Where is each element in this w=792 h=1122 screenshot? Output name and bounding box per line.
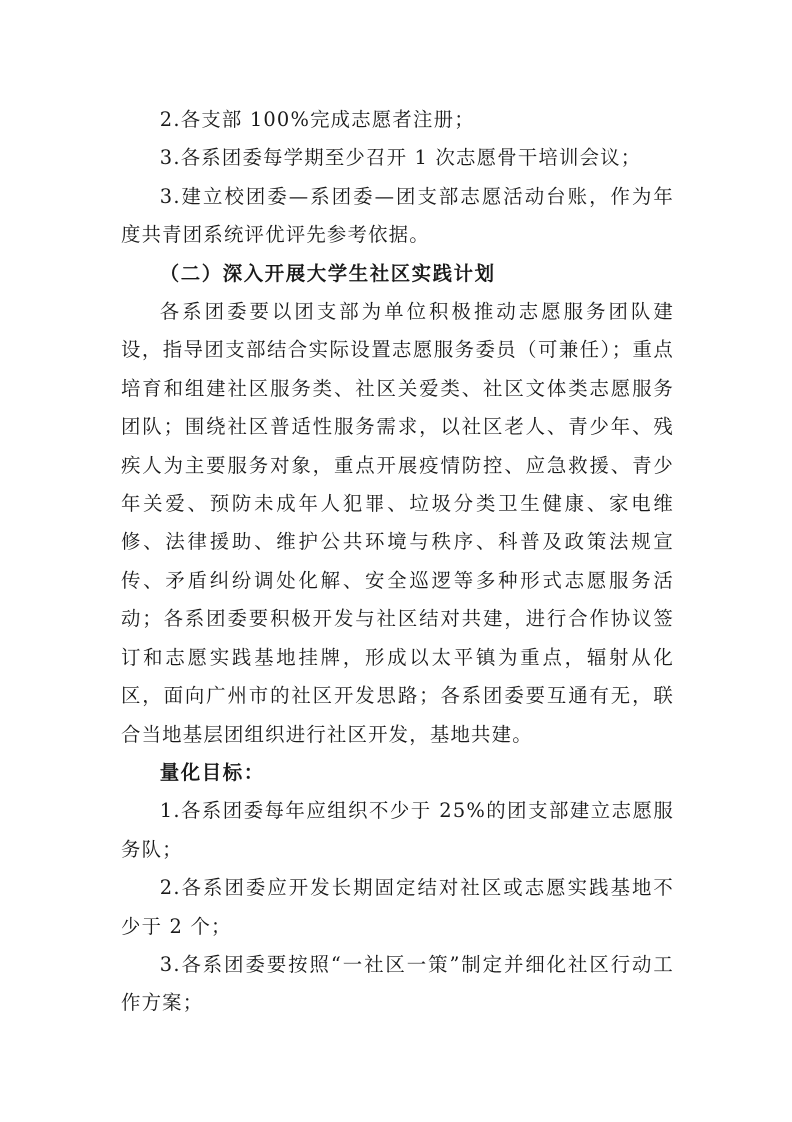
paragraph-goal-action-plan: 3.各系团委要按照“一社区一策”制定并细化社区行动工作方案； xyxy=(121,952,674,1015)
paragraph-activity-ledger: 3.建立校团委—系团委—团支部志愿活动台账，作为年度共青团系统评优评先参考依据。 xyxy=(121,184,674,247)
section-heading-community-practice: （二）深入开展大学生社区实践计划 xyxy=(159,261,496,285)
paragraph-training-meeting: 3.各系团委每学期至少召开 1 次志愿骨干培训会议； xyxy=(159,146,642,170)
paragraph-goal-service-teams: 1.各系团委每年应组织不少于 25%的团支部建立志愿服务队； xyxy=(121,799,674,861)
paragraph-goal-practice-bases: 2.各系团委应开发长期固定结对社区或志愿实践基地不少于 2 个； xyxy=(121,876,674,938)
subheading-quantified-goals: 量化目标： xyxy=(159,760,265,784)
paragraph-community-practice-body: 各系团委要以团支部为单位积极推动志愿服务团队建设，指导团支部结合实际设置志愿服务委员（可兼任）；重点培育和组建社区服务类、社区关爱类、社区文体类志愿服务团队；围绕社区普适性服务需求，以社区老人、青少年、残疾人为主要服务对象，重点开展疫情防控、应急救援、青少年关爱、预防未成年人犯罪、垃圾分类卫生健康、家电维修、法律援助、维护公共环境与秩序、科普及政策法规宣传、矛盾纠纷调处化解、安全巡逻等多种形式志愿服务活动；各系团委要积极开发与社区结对共建，进行合作协议签订和志愿实践基地挂牌，形成以太平镇为重点，辐射从化区，面向广州市的社区开发思路；各系团委要互通有无，联合当地基层团组织进行社区开发，基地共建。 xyxy=(121,300,674,746)
paragraph-volunteer-registration: 2.各支部 100%完成志愿者注册； xyxy=(159,108,475,131)
document-body xyxy=(121,101,674,1023)
